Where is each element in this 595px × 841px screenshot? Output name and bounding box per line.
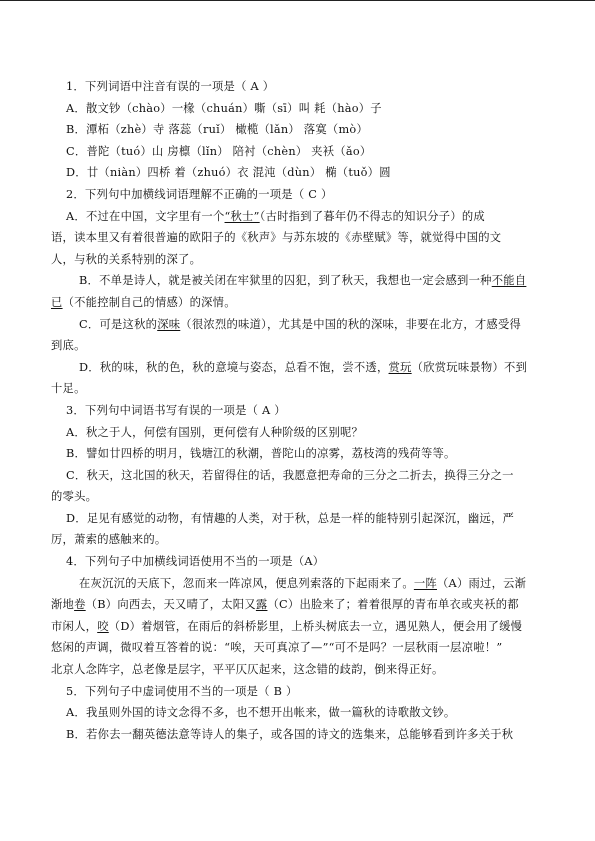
text-segment: （欣赏玩味景物）不到 bbox=[411, 360, 528, 374]
text-segment: D．廿（niàn）四桥 着（zhuó）衣 混沌（dùn） 椭（tuǒ）圆 bbox=[66, 166, 391, 180]
text-line bbox=[51, 357, 546, 379]
text-line bbox=[51, 76, 546, 98]
text-segment: D．足见有感觉的动物，有情趣的人类，对于秋，总是一样的能特别引起深沉，幽远，严 bbox=[66, 511, 515, 525]
text-segment: B．若你去一翻英德法意等诗人的集子，或各国的诗文的选集来，总能够看到许多关于秋 bbox=[66, 727, 514, 741]
text-line bbox=[51, 184, 546, 206]
text-segment: （很浓烈的味道），尤其是中国的秋的深味，非要在北方，才感受得 bbox=[180, 317, 522, 331]
underlined-term: “秋士” bbox=[224, 209, 260, 223]
text-line bbox=[51, 335, 546, 357]
text-segment: （B）向西去，天又晴了，太阳又 bbox=[85, 598, 256, 612]
text-segment: A．我虽则外国的诗文念得不多，也不想开出帐来，做一篇秋的诗歌散文钞。 bbox=[66, 706, 456, 720]
text-line bbox=[51, 616, 546, 638]
text-segment: C．普陀（tuó）山 房檩（lǐn） 陪衬（chèn） 夹袄（ǎo） bbox=[66, 144, 372, 158]
text-line bbox=[51, 378, 546, 400]
text-line bbox=[51, 314, 546, 336]
underlined-term: 不能自 bbox=[491, 274, 527, 288]
text-segment: （古时指到了暮年仍不得志的知识分子）的成 bbox=[259, 209, 485, 223]
text-segment: 悠闲的声调，微叹着互答着的说：“唉，天可真凉了—”“可不是吗？一层秋雨一层凉啦！” bbox=[51, 641, 503, 655]
text-line bbox=[51, 724, 546, 746]
text-segment: B．潭柘（zhè）寺 落蕊（ruǐ） 橄榄（lǎn） 落寞（mò） bbox=[66, 123, 369, 137]
text-segment: （D）着烟管，在雨后的斜桥影里，上桥头树底去一立，遇见熟人，便会用了缓慢 bbox=[108, 619, 523, 633]
text-line bbox=[51, 465, 546, 487]
text-segment: 5．下列句子中虚词使用不当的一项是（ B ） bbox=[66, 684, 298, 698]
text-segment: 在灰沉沉的天底下，忽而来一阵凉风，便息列索落的下起雨来了。 bbox=[79, 576, 414, 590]
underlined-term: 赏玩 bbox=[388, 360, 412, 374]
text-line bbox=[51, 594, 546, 616]
underlined-term: 卷 bbox=[74, 598, 86, 612]
text-line bbox=[51, 119, 546, 141]
top-rule bbox=[0, 0, 595, 1]
text-segment: 1．下列词语中注音有误的一项是（ A ） bbox=[66, 80, 275, 93]
text-line bbox=[51, 98, 546, 120]
text-line bbox=[51, 529, 546, 551]
text-segment: （A）雨过，云渐 bbox=[436, 576, 527, 590]
text-segment: 渐地 bbox=[51, 598, 75, 612]
text-segment: 4．下列句子中加横线词语使用不当的一项是（A） bbox=[66, 555, 325, 569]
text-segment: D．秋的味，秋的色，秋的意境与姿态，总看不饱，尝不透， bbox=[79, 360, 389, 374]
text-segment: 语，读本里又有着很普遍的欧阳子的《秋声》与苏东坡的《赤壁赋》等，就觉得中国的文 bbox=[51, 231, 502, 245]
text-segment: A．不过在中国，文字里有一个 bbox=[66, 209, 225, 223]
text-segment: B．譬如廿四桥的明月，钱塘江的秋潮，普陀山的凉雾，荔枝湾的残荷等等。 bbox=[66, 447, 456, 461]
text-segment: C．秋天，这北国的秋天，若留得住的话，我愿意把寿命的三分之二折去，换得三分之一 bbox=[66, 468, 514, 482]
text-segment: A．散文钞（chào）一椽（chuán）嘶（sī）叫 耗（hào）子 bbox=[66, 101, 382, 115]
text-line bbox=[51, 637, 546, 659]
text-segment: 的零头。 bbox=[51, 490, 98, 504]
text-line bbox=[51, 206, 546, 228]
text-segment: （C）出脸来了；着着很厚的青布单衣或夹袄的都 bbox=[267, 598, 519, 612]
text-line bbox=[51, 270, 546, 292]
text-line bbox=[51, 249, 546, 271]
text-line bbox=[51, 573, 546, 595]
text-segment: （不能控制自己的情感）的深情。 bbox=[62, 295, 236, 309]
document-body bbox=[51, 76, 546, 745]
text-line bbox=[51, 292, 546, 314]
text-segment: C．可是这秋的 bbox=[79, 317, 158, 331]
text-segment: A．秋之于人，何偿有国别，更何偿有人种阶级的区别呢？ bbox=[66, 425, 364, 439]
text-segment: 市闲人， bbox=[51, 619, 98, 633]
text-line bbox=[51, 702, 546, 724]
text-line bbox=[51, 551, 546, 573]
text-line bbox=[51, 681, 546, 703]
text-segment: 十足。 bbox=[51, 382, 86, 396]
underlined-term: 深味 bbox=[157, 317, 181, 331]
text-segment: 北京人念阵字，总老像是层字，平平仄仄起来，这念错的歧韵，倒来得正好。 bbox=[51, 663, 444, 677]
text-segment: 2．下列句中加横线词语理解不正确的一项是（ C ） bbox=[66, 187, 333, 201]
text-line bbox=[51, 443, 546, 465]
text-line bbox=[51, 400, 546, 422]
text-segment: 3．下列句中词语书写有误的一项是（ A ） bbox=[66, 403, 286, 417]
text-line bbox=[51, 486, 546, 508]
text-line bbox=[51, 508, 546, 530]
text-line bbox=[51, 422, 546, 444]
text-segment: 到底。 bbox=[51, 339, 86, 353]
text-line bbox=[51, 141, 546, 163]
underlined-term: 已 bbox=[51, 295, 63, 309]
text-segment: 厉，萧索的感触来的。 bbox=[51, 533, 167, 547]
text-segment: B．不单是诗人，就是被关闭在牢狱里的囚犯，到了秋天，我想也一定会感到一种 bbox=[79, 274, 492, 288]
underlined-term: 咬 bbox=[97, 619, 109, 633]
text-line bbox=[51, 162, 546, 184]
underlined-term: 一阵 bbox=[413, 576, 437, 590]
underlined-term: 露 bbox=[255, 598, 268, 612]
text-segment: 人，与秋的关系特别的深了。 bbox=[51, 252, 202, 266]
text-line bbox=[51, 659, 546, 681]
text-line bbox=[51, 227, 546, 249]
